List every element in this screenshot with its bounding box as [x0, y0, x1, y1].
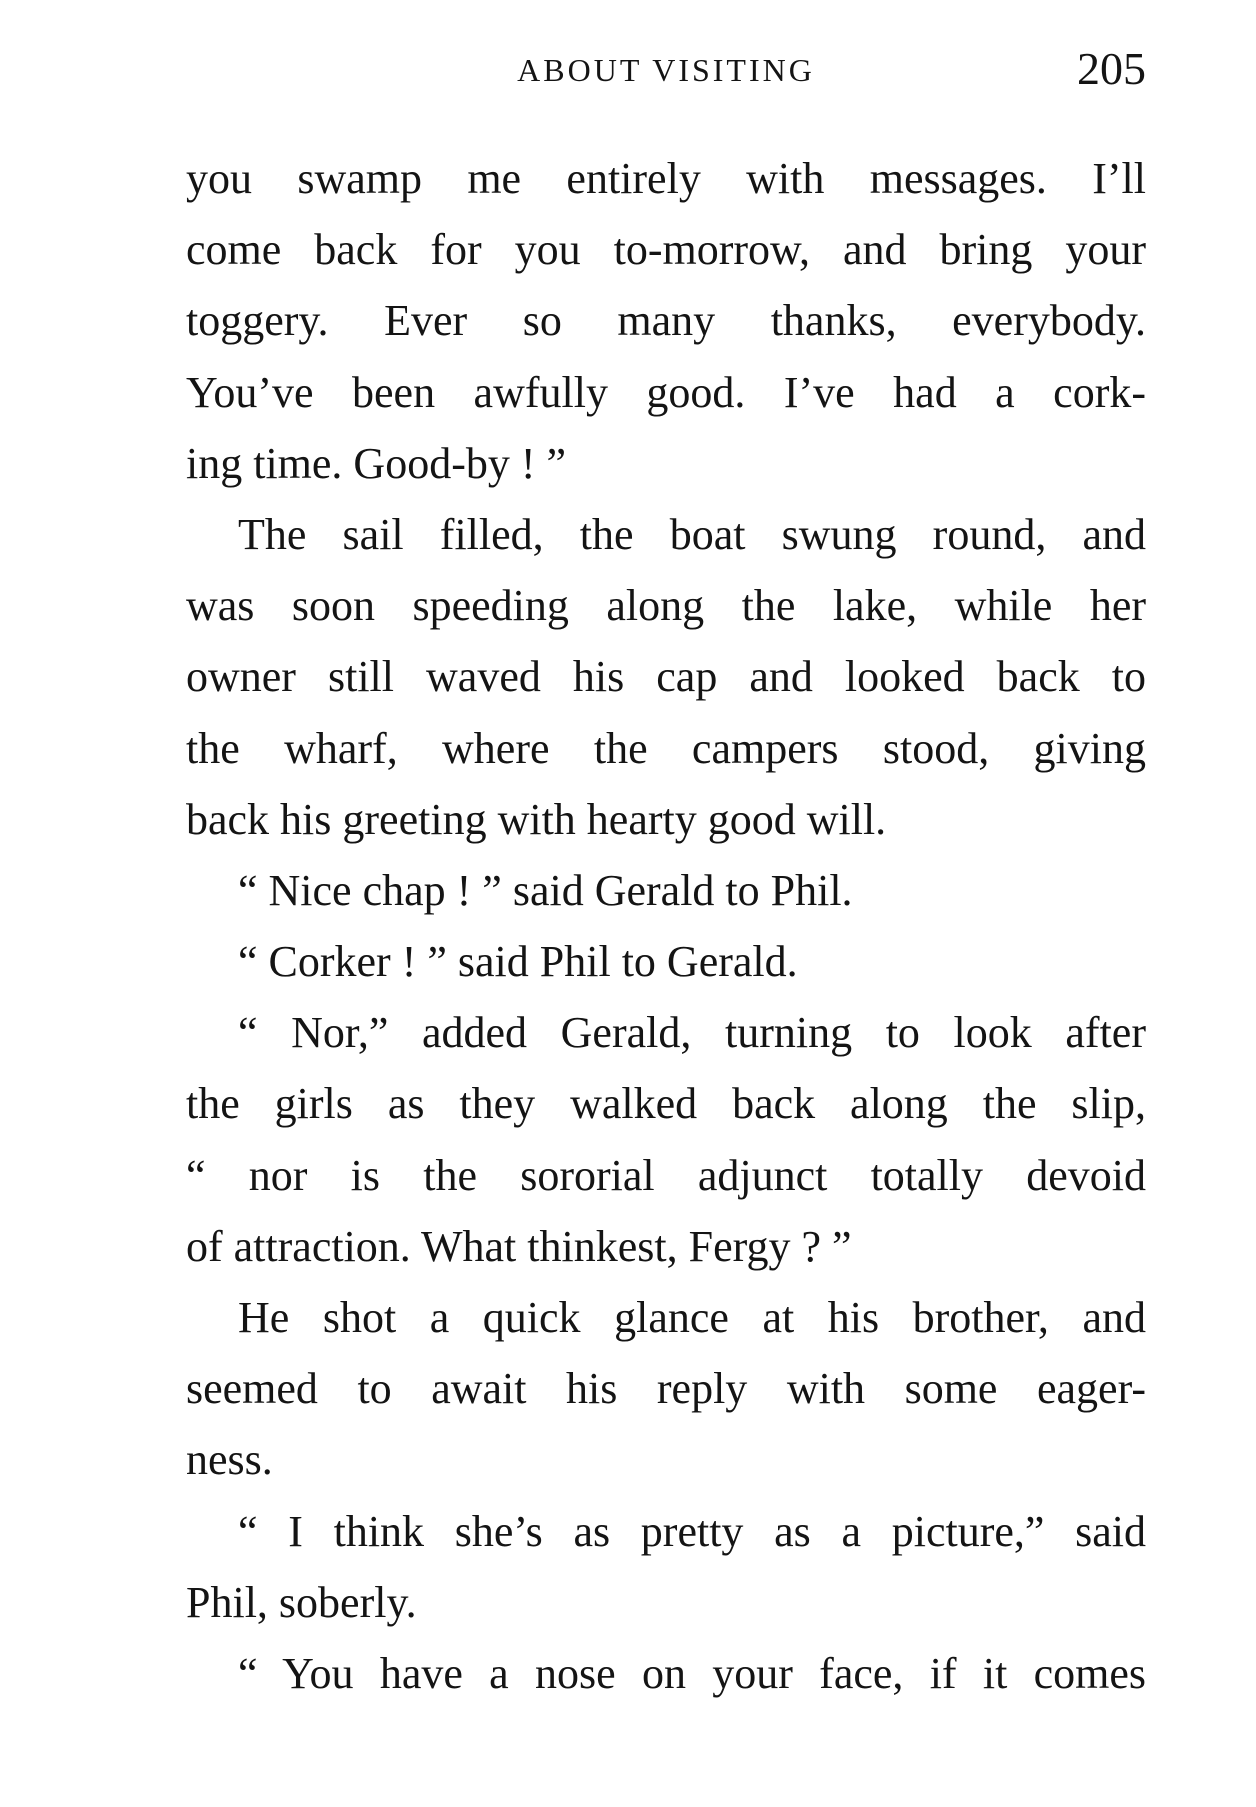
text-line: ing time. Good-by ! ” [186, 438, 567, 488]
text-line: “ Corker ! ” said Phil to Gerald. [238, 937, 798, 987]
body-text [186, 143, 1146, 1709]
running-title: ABOUT VISITING [517, 52, 815, 88]
text-line: of attraction. What thinkest, Fergy ? ” [186, 1221, 852, 1271]
text-line: The sail filled, the boat swung round, and [238, 509, 1146, 559]
text-line: “ I think she’s as pretty as a picture,” said [238, 1506, 1146, 1556]
text-line: “ nor is the sororial adjunct totally devoid [186, 1150, 1146, 1200]
text-line: toggery. Ever so many thanks, everybody. [186, 296, 1146, 346]
text-line: “ Nice chap ! ” said Gerald to Phil. [238, 865, 853, 915]
text-line: the girls as they walked back along the slip, [186, 1079, 1146, 1129]
text-line: the wharf, where the campers stood, giving [186, 723, 1146, 773]
text-line: owner still waved his cap and looked back to [186, 652, 1146, 702]
text-line: come back for you to-morrow, and bring your [186, 225, 1146, 275]
text-line: seemed to await his reply with some eager- [186, 1364, 1146, 1414]
running-head [186, 42, 1146, 112]
text-line: Phil, soberly. [186, 1577, 417, 1627]
text-line: He shot a quick glance at his brother, and [238, 1293, 1146, 1342]
text-line: “ Nor,” added Gerald, turning to look after [238, 1008, 1146, 1058]
text-line: You’ve been awfully good. I’ve had a cork- [186, 367, 1146, 417]
text-line: ness. [186, 1435, 273, 1485]
text-line: you swamp me entirely with messages. I’ll [186, 154, 1146, 203]
text-line: was soon speeding along the lake, while her [186, 581, 1146, 631]
text-line: back his greeting with hearty good will. [186, 794, 887, 844]
text-line: “ You have a nose on your face, if it comes [238, 1648, 1146, 1698]
page-number: 205 [1077, 43, 1146, 94]
